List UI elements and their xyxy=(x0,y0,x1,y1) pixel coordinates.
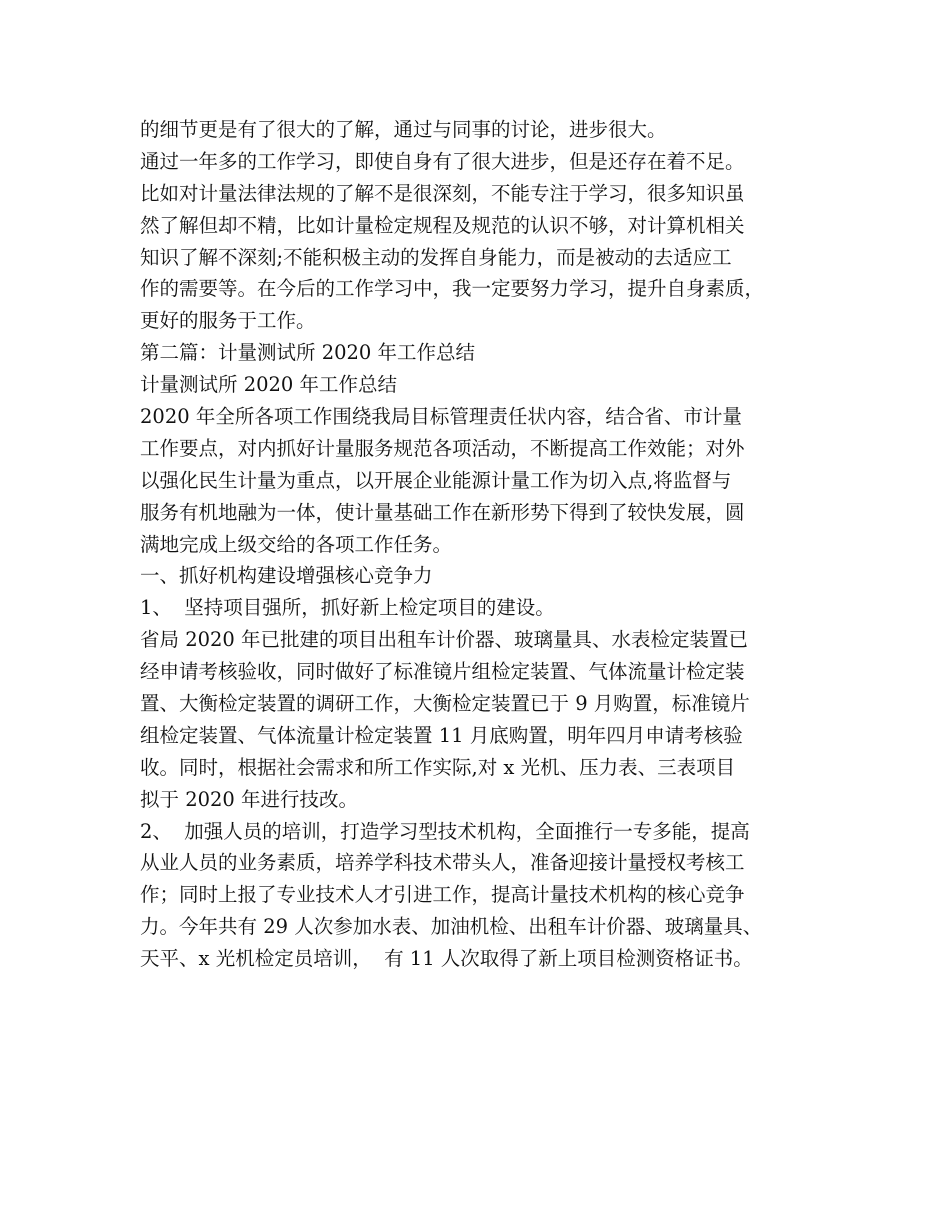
document-body xyxy=(140,114,830,975)
numbered-item: 2、 加强人员的培训，打造学习型技术机构，全面推行一专多能，提高 xyxy=(140,819,750,843)
text-line: 天平、x 光机检定员培训， 有 11 人次取得了新上项目检测资格证书。 xyxy=(140,947,753,971)
text-line: 组检定装置、气体流量计检定装置 11 月底购置，明年四月申请考核验 xyxy=(140,723,743,747)
text-line: 服务有机地融为一体，使计量基础工作在新形势下得到了较快发展，圆 xyxy=(140,500,745,524)
text-line: 经申请考核验收，同时做好了标准镜片组检定装置、气体流量计检定装 xyxy=(140,660,745,684)
section-heading: 第二篇：计量测试所 2020 年工作总结 xyxy=(140,341,476,365)
section-title: 计量测试所 2020 年工作总结 xyxy=(140,373,398,397)
text-line: 置、大衡检定装置的调研工作，大衡检定装置已于 9 月购置，标准镜片 xyxy=(140,692,750,716)
text-line: 拟于 2020 年进行技改。 xyxy=(140,787,359,811)
text-line: 通过一年多的工作学习，即使自身有了很大进步，但是还存在着不足。 xyxy=(140,149,745,173)
text-line: 作的需要等。在今后的工作学习中，我一定要努力学习，提升自身素质， xyxy=(140,277,765,301)
text-line: 工作要点，对内抓好计量服务规范各项活动，不断提高工作效能；对外 xyxy=(140,436,745,460)
text-line: 以强化民生计量为重点，以开展企业能源计量工作为切入点,将监督与 xyxy=(140,468,732,492)
text-line: 更好的服务于工作。 xyxy=(140,309,316,333)
text-line: 然了解但却不精，比如计量检定规程及规范的认识不够，对计算机相关 xyxy=(140,213,745,237)
text-line: 从业人员的业务素质，培养学科技术带头人，准备迎接计量授权考核工 xyxy=(140,851,745,875)
text-line: 比如对计量法律法规的了解不是很深刻，不能专注于学习，很多知识虽 xyxy=(140,181,745,205)
text-line: 满地完成上级交给的各项工作任务。 xyxy=(140,532,453,556)
subsection-heading: 一、抓好机构建设增强核心竞争力 xyxy=(140,564,433,588)
text-line: 省局 2020 年已批建的项目出租车计价器、玻璃量具、水表检定装置已 xyxy=(140,628,749,652)
text-line: 作；同时上报了专业技术人才引进工作，提高计量技术机构的核心竞争 xyxy=(140,883,745,907)
text-line: 2020 年全所各项工作围绕我局目标管理责任状内容，结合省、市计量 xyxy=(140,405,742,429)
text-line: 的细节更是有了很大的了解，通过与同事的讨论，进步很大。 xyxy=(140,118,667,141)
text-line: 力。今年共有 29 人次参加水表、加油机检、出租车计价器、玻璃量具、 xyxy=(140,915,763,939)
text-line: 收。同时，根据社会需求和所工作实际,对 x 光机、压力表、三表项目 xyxy=(140,755,736,779)
numbered-item: 1、 坚持项目强所，抓好新上检定项目的建设。 xyxy=(140,596,555,620)
text-line: 知识了解不深刻;不能积极主动的发挥自身能力，而是被动的去适应工 xyxy=(140,245,732,269)
